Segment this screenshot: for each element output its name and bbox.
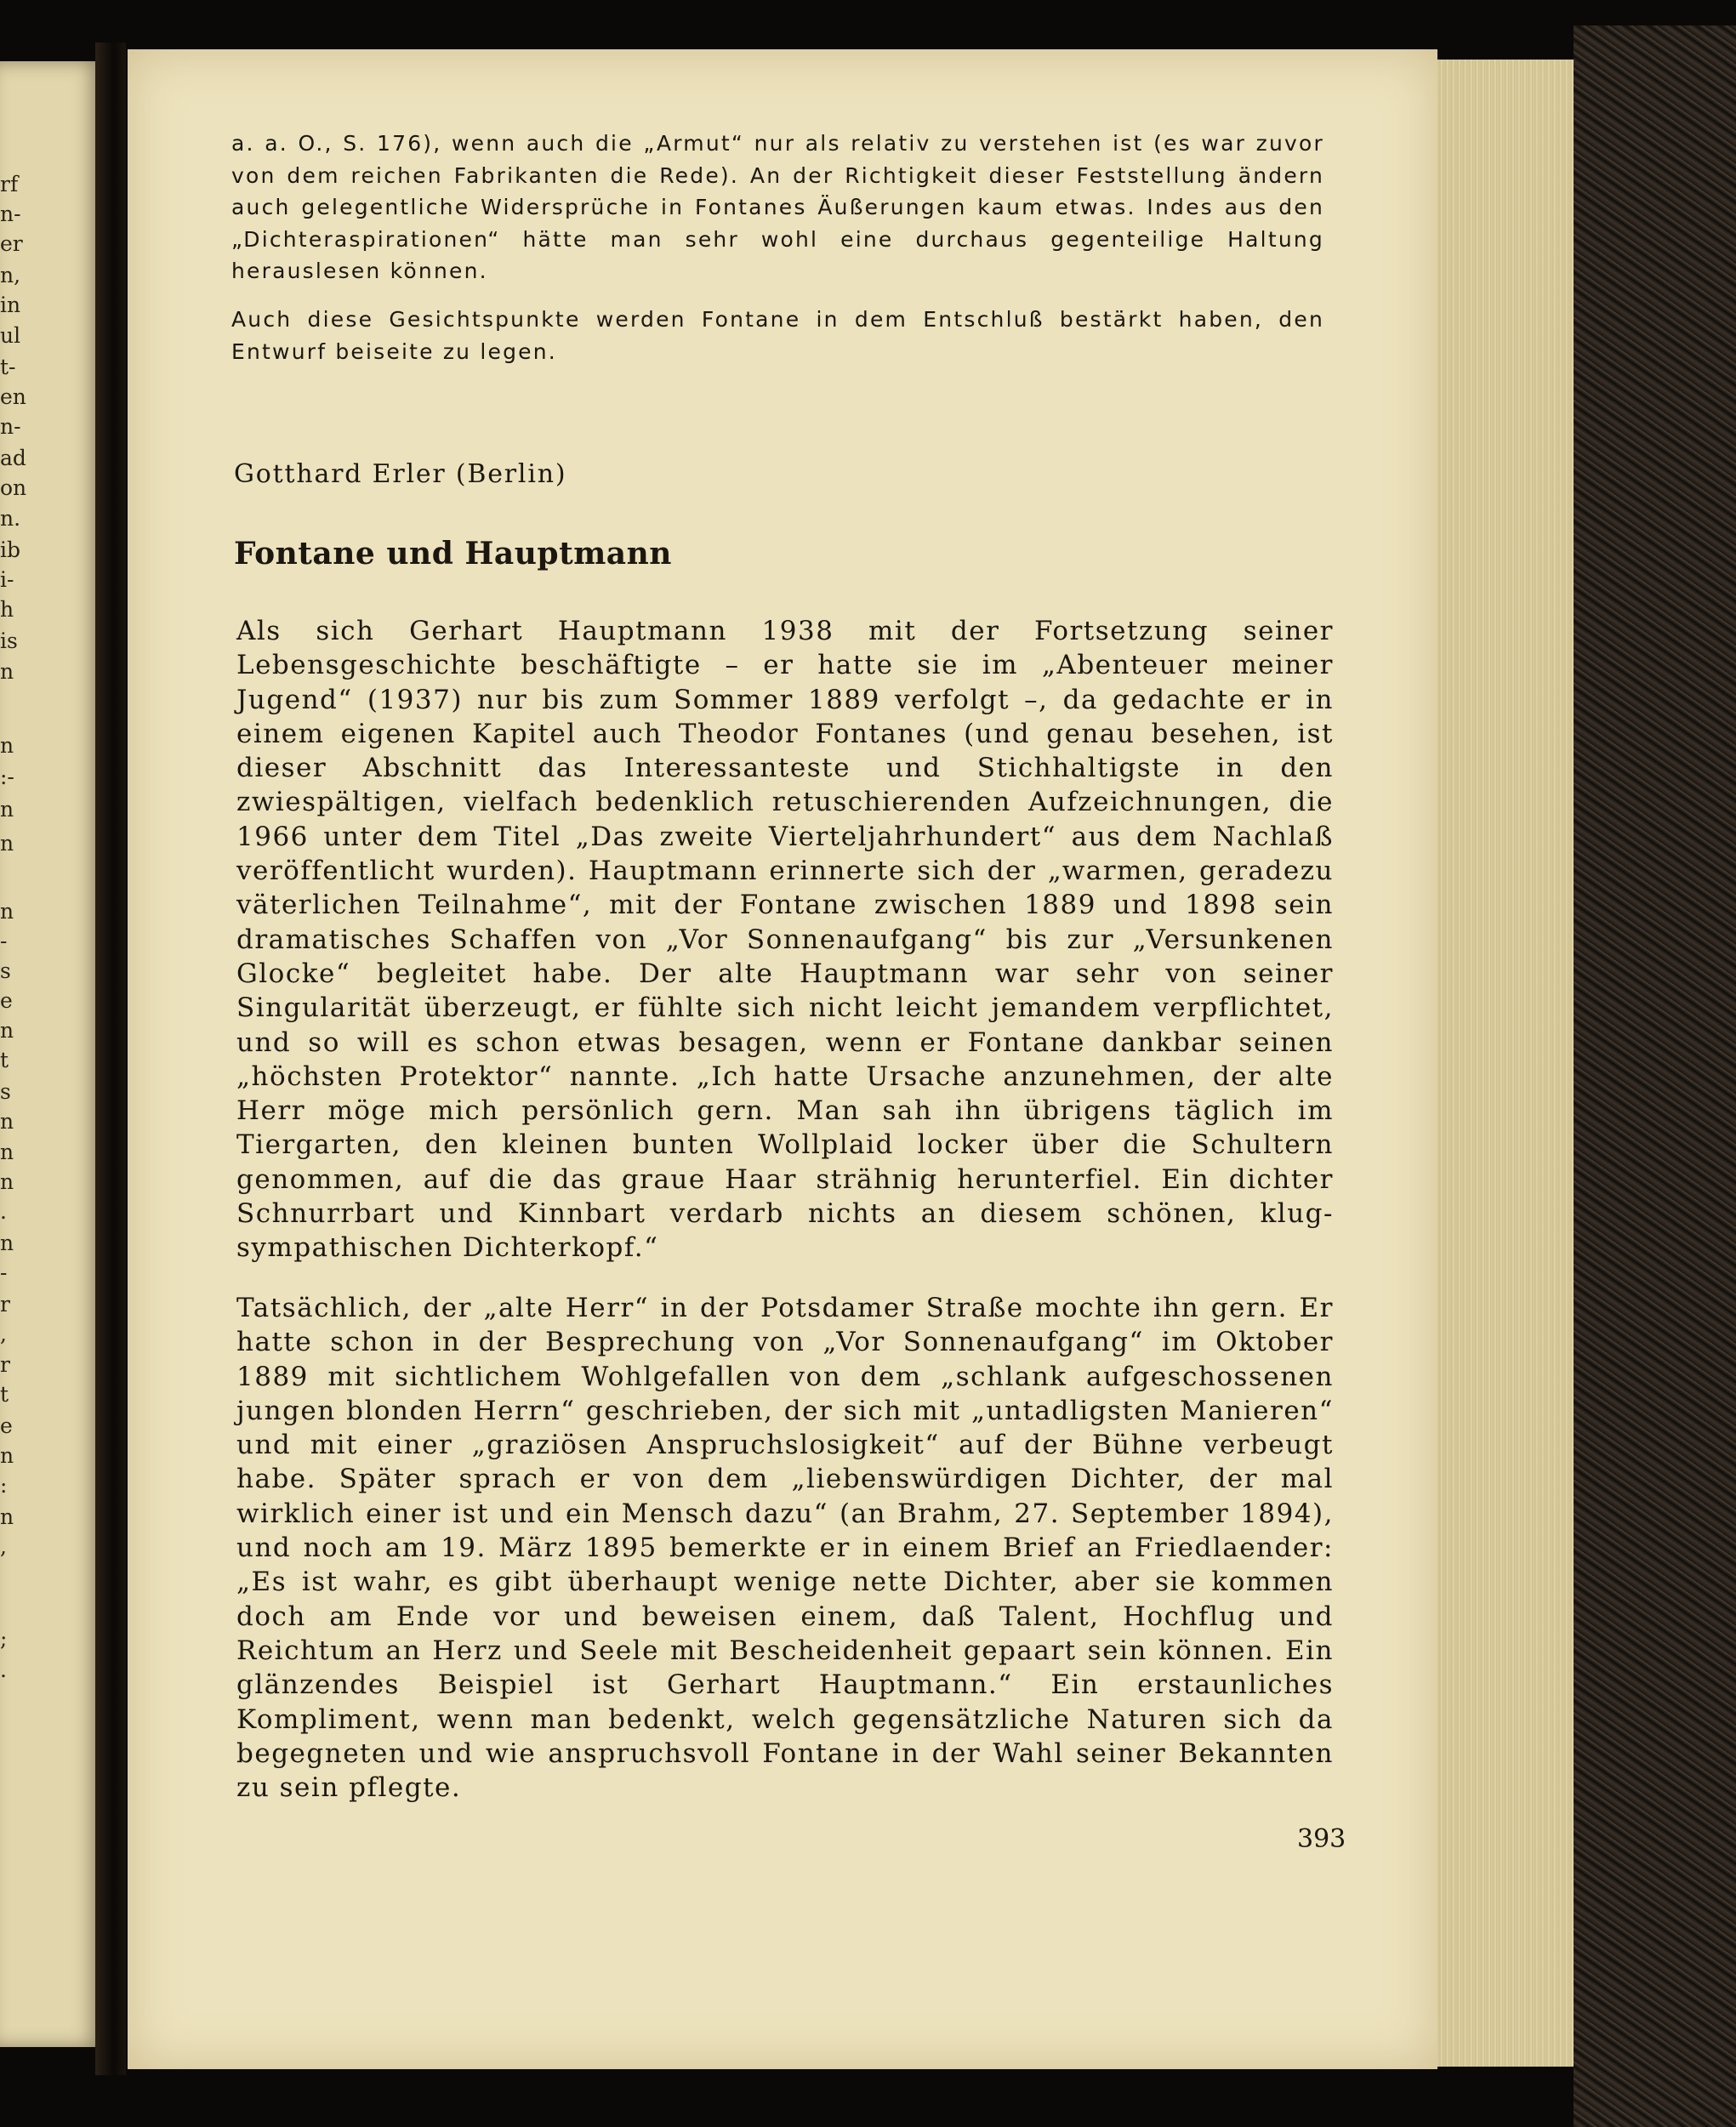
left-page-fragment: n-	[0, 202, 21, 226]
left-page-fragment: rf	[0, 172, 19, 196]
left-page-fragment: n	[0, 1018, 14, 1043]
left-page-fragment: on	[0, 475, 27, 500]
page-edges	[1437, 60, 1574, 2067]
left-page-fragment: r	[0, 1352, 10, 1377]
left-page-fragment: e	[0, 1413, 13, 1438]
left-page-fragment: t	[0, 1382, 9, 1407]
left-page-fragment: t	[0, 1048, 9, 1072]
left-page-fragment: n,	[0, 263, 21, 287]
left-page-fragment: :	[0, 1473, 8, 1498]
left-page-fragment: en	[0, 384, 26, 409]
left-page-fragment: n	[0, 1109, 14, 1134]
left-page-fragment: t-	[0, 355, 16, 379]
left-page-fragment: r	[0, 1292, 10, 1317]
book-cover	[1574, 26, 1736, 2127]
article-title: Fontane und Hauptmann	[234, 536, 672, 572]
left-page-fragment: n	[0, 1443, 14, 1468]
left-page-fragment: n	[0, 733, 14, 758]
article-author: Gotthard Erler (Berlin)	[234, 459, 567, 489]
left-page-fragment: -	[0, 929, 8, 953]
book-gutter	[95, 43, 126, 2075]
left-page-fragment: :-	[0, 765, 14, 789]
left-page-fragment: n	[0, 1504, 14, 1529]
left-page-fragment: ,	[0, 1322, 7, 1346]
page-number: 393	[1297, 1824, 1346, 1854]
left-page-fragment: n	[0, 899, 14, 924]
left-page-fragment: n	[0, 1140, 14, 1164]
left-page-fragment: s	[0, 1079, 11, 1104]
left-page-fragment: ib	[0, 537, 20, 562]
left-page-fragment: s	[0, 958, 11, 983]
left-page-fragment: is	[0, 628, 18, 653]
left-page-fragment: n	[0, 1169, 14, 1194]
footnote-paragraph: a. a. O., S. 176), wenn auch die „Armut“ nur als relativ zu verstehen ist (es war zuvor von dem reichen Fabrikanten die Rede). An der Richtigkeit dieser Feststellung ändern auch gelegentliche Widersprüche in Fontanes Äußerungen kaum etwas. Indes aus den „Dichteraspirationen“ hätte man sehr wohl eine durchaus gegenteilige Haltung herauslesen können.	[231, 131, 1324, 283]
left-page-fragment: -	[0, 1260, 8, 1285]
left-page-fragment: er	[0, 231, 23, 256]
left-page-fragment: ul	[0, 323, 21, 348]
body-paragraph: Als sich Gerhart Hauptmann 1938 mit der Fortsetzung seiner Lebensgeschichte beschäftigte – er hatte sie im „Abenteuer meiner Jugend“ (1937) nur bis zum Sommer 1889 verfolgt –, da gedachte er in einem eigenen Kapitel auch Theodor Fontanes (und genau besehen, ist dieser Abschnitt das Interessanteste und Stichhaltigste in den zwiespältigen, vielfach bedenklich retuschierenden Aufzeichnungen, die 1966 unter dem Titel „Das zweite Vierteljahrhundert“ aus dem Nachlaß veröffentlicht wurden). Hauptmann erinnerte sich der „warmen, geradezu väterlichen Teilnahme“, mit der Fontane zwischen 1889 und 1898 sein dramatisches Schaffen von „Vor Sonnenaufgang“ bis zur „Versunkenen Glocke“ begleitet habe. Der alte Hauptmann war sehr von seiner Singularität überzeugt, er fühlte sich nicht leicht jemandem verpflichtet, und so will es schon etwas besagen, wenn er Fontane dankbar seinen „höchsten Protektor“ nannte. „Ich hatte Ursache anzunehmen, der alte Herr möge mich persönlich gern. Man sah ihn übrigens täglich im Tiergarten, den kleinen bunten Wollplaid locker über die Schultern genommen, auf die das graue Haar strähnig herunterfiel. Ein dichter Schnurrbart und Kinnbart verdarb nichts an diesem schönen, klug-sympathischen Dichterkopf.“	[236, 616, 1334, 1264]
left-page-fragment: ;	[0, 1626, 8, 1651]
body-paragraph: Tatsächlich, der „alte Herr“ in der Potsdamer Straße mochte ihn gern. Er hatte schon in der Besprechung von „Vor Sonnenaufgang“ im Oktober 1889 mit sichtlichem Wohlgefallen von dem „schlank aufgeschossenen jungen blonden Herrn“ geschrieben, der sich mit „untadligsten Manieren“ und mit einer „graziösen Anspruchslosigkeit“ auf der Bühne verbeugt habe. Später sprach er von dem „liebenswürdigen Dichter, der mal wirklich einer ist und ein Mensch dazu“ (an Brahm, 27. September 1894), und noch am 19. März 1895 bemerkte er in einem Brief an Friedlaender: „Es ist wahr, es gibt überhaupt wenige nette Dichter, aber sie kommen doch am Ende vor und beweisen einem, daß Talent, Hochflug und Reichtum an Herz und Seele mit Bescheidenheit gepaart sein können. Ein glänzendes Beispiel ist Gerhart Hauptmann.“ Ein erstaunliches Kompliment, wenn man bedenkt, welch gegensätzliche Naturen sich da begegneten und wie anspruchsvoll Fontane in der Wahl seiner Bekannten zu sein pflegte.	[236, 1293, 1334, 1804]
left-page-fragment: n	[0, 831, 14, 856]
left-page-fragment: ,	[0, 1534, 7, 1559]
left-page-fragment: n.	[0, 506, 21, 531]
left-page-fragment: n	[0, 659, 14, 684]
left-page-fragment: h	[0, 597, 14, 622]
left-page-fragment: ad	[0, 446, 26, 470]
footnote-paragraph: Auch diese Gesichtspunkte werden Fontane in dem Entschluß bestärkt haben, den Entwurf beiseite zu legen.	[231, 307, 1324, 364]
left-page-fragment: n-	[0, 414, 21, 439]
left-page-fragment: i-	[0, 567, 14, 592]
left-page-fragment: .	[0, 1199, 7, 1224]
left-page-fragment: n	[0, 797, 14, 822]
left-page-fragment: e	[0, 988, 13, 1013]
left-page-fragment: .	[0, 1658, 7, 1682]
left-page-fragment: in	[0, 293, 21, 317]
left-page-edge	[0, 61, 102, 2047]
left-page-fragment: n	[0, 1231, 14, 1255]
